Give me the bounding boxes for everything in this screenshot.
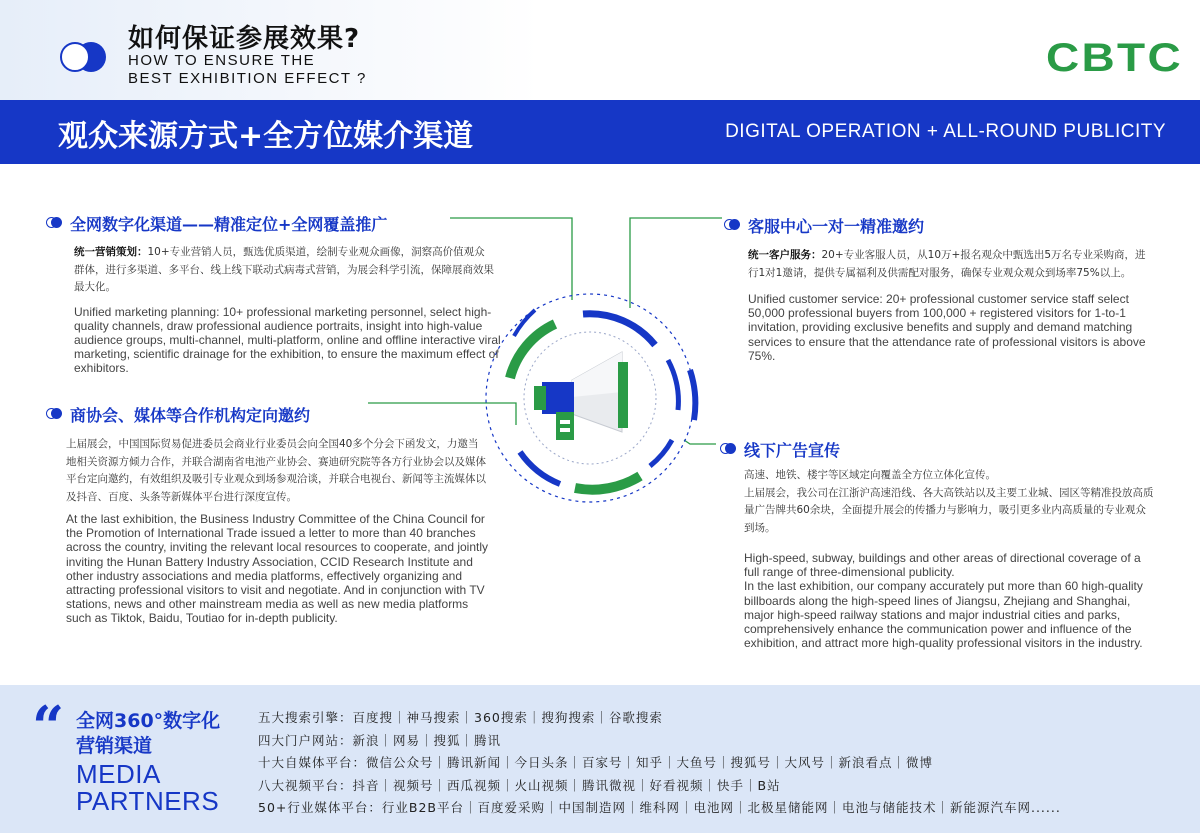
section-text-en: At the last exhibition, the Business Industry Committee of the China Council for the Promotion of International Trade issued a letter to more than 40 branches across the country, inviting the relevant local resources to cooperate, and jointly inviting the Hunan Battery Industry Association, CCID Research Institute and other industry associations and media platforms, effectively organizing and attracting professional visitors to visit and negotiate. And in conjunction with TV stations, news and other mainstream media as well as new media platforms such as Tiktok, Baidu, Toutiao for in-depth publicity. [66,512,489,626]
bullet-dots-icon [46,406,62,422]
section-title: 客服中心一对一精准邀约 [724,214,1164,237]
footer-title-cn: 全网360°数字化 营销渠道 [76,710,221,757]
banner-title-en: DIGITAL OPERATION + ALL-ROUND PUBLICITY [725,121,1166,142]
bullet-dots-icon [724,217,740,233]
bullet-dots-icon [720,441,736,457]
header-title-cn: 如何保证参展效果? [128,24,361,54]
quote-mark-icon: “ [32,694,65,760]
cbtc-logo: CBTC [1046,36,1183,80]
media-list [258,707,1188,820]
section-text-cn-1: 高速、地铁、楼宇等区域定向覆盖全方位立体化宣传。 [744,469,996,481]
section-text-cn-2: 上届展会，我公司在江浙沪高速沿线、各大高铁站以及主要工业城、园区等精准投放高质量广告牌共60余块，全面提升展会的传播力与影响力，吸引更多业内高质量的专业观众到场。 [744,486,1154,534]
section-text-en: Unified marketing planning: 10+ professional marketing personnel, select high-quality channels, draw professional audience portraits, insight into high-value audience groups, multi-channel, multi-platform, online and offline interactive viral marketing, scientific drainage for the exhibition, to ensure the maximum effect of exhibitors. [74,304,501,376]
section-digital-channels [46,212,501,376]
section-text-en: Unified customer service: 20+ professional customer service staff select 50,000 professional buyers from 100,000 + registered visitors for 1-to-1 invitation, providing exclusive benefits and supply and demand matching services to ensure that the attendance rate of professional visitors is above 75%. [748,292,1146,363]
banner-title-cn: 观众来源方式+全方位媒介渠道 [58,119,474,154]
megaphone-icon [534,352,628,440]
media-partners-footer [0,685,1200,833]
section-text-en: High-speed, subway, buildings and other areas of directional coverage of a full range of three-dimensional publicity. In the last exhibition, our company accurately put more than 60 high-quality billboards along the high-speed lines of Jiangsu, Zhejiang and Shanghai, major high-speed railway stations and major industrial cities and parks, comprehensively enhance the communication power and influence of the exhibition, and attract more high-quality professional visitors in the industry. [744,551,1143,651]
section-customer-service [724,214,1164,363]
header-title-en: HOW TO ENSURE THE BEST EXHIBITION EFFECT ? [128,52,367,87]
section-text-cn: 统一营销策划：10+专业营销人员，甄选优质渠道，绘制专业观众画像，洞察高价值观众群体，进行多渠道、多平台、线上线下联动式病毒式营销，为展会科学引流，保障展商效果最大化。 [74,246,494,293]
media-line-portals: 四大门户网站：新浪｜网易｜搜狐｜腾讯 [258,732,502,748]
connector-line-offline [684,440,716,444]
section-association-invitation [46,403,506,626]
section-text-cn: 上届展会，中国国际贸易促进委员会商业行业委员会向全国40多个分会下函发文，力邀当地相关资源方倾力合作，并联合湖南省电池产业协会、赛迪研究院等各方行业协会以及媒体平台定向邀约，有效组织及吸引专业观众到场参观洽谈，并联合电视台、新闻等主流媒体以及抖音、百度、头条等新媒体平台进行深度宣传。 [66,438,486,503]
media-line-video: 八大视频平台：抖音｜视频号｜西瓜视频｜火山视频｜腾讯微视｜好看视频｜快手｜B站 [258,777,781,793]
section-offline-ads [720,438,1170,650]
media-line-search-engines: 五大搜索引擎：百度搜｜神马搜索｜360搜索｜搜狗搜索｜谷歌搜索 [258,710,663,725]
bullet-dots-icon [46,215,62,231]
section-title: 商协会、媒体等合作机构定向邀约 [46,403,506,426]
connector-line-service [630,218,722,308]
section-title: 全网数字化渠道——精准定位+全网覆盖推广 [46,212,486,235]
section-title: 线下广告宣传 [720,438,1170,461]
media-line-self-media: 十大自媒体平台：微信公众号｜腾讯新闻｜今日头条｜百家号｜知乎｜大鱼号｜搜狐号｜大风号｜新浪看点｜微博 [258,755,934,771]
footer-title-en: MEDIA PARTNERS [76,759,220,816]
section-text-cn: 统一客户服务：20+专业客服人员，从10万+报名观众中甄选出5万名专业采购商，进行1对1邀请，提供专属福利及供需配对服务，确保专业观众观众到场率75%以上。 [748,249,1146,279]
media-line-industry: 50+行业媒体平台：行业B2B平台｜百度爱采购｜中国制造网｜维科网｜电池网｜北极星储能网｜电池与储能技术｜新能源汽车网...... [258,800,1061,816]
